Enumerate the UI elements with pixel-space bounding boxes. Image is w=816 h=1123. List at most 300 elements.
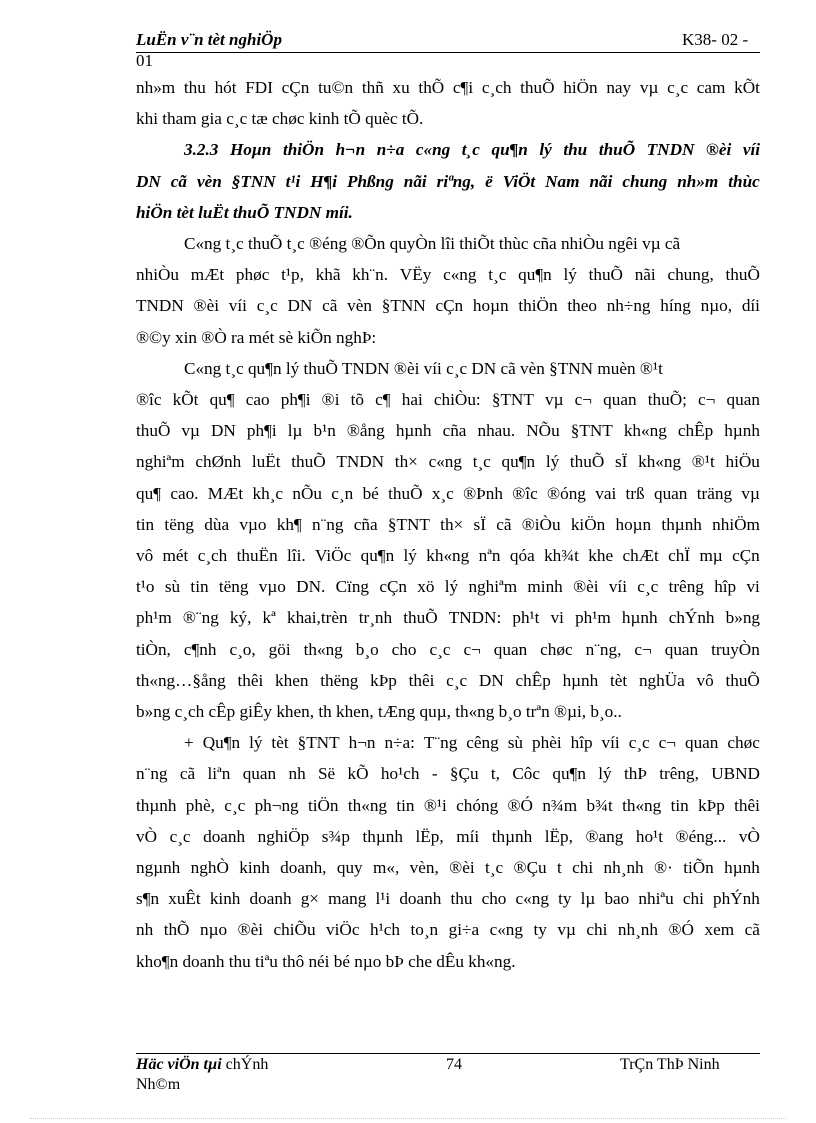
word: n¨ng, — [585, 639, 622, 659]
word: c«ng — [489, 920, 523, 940]
word: minh — [527, 577, 563, 597]
word: c¸c — [224, 795, 246, 815]
word: t¸c — [472, 452, 491, 472]
word: luËt — [251, 452, 281, 472]
word: lËp, — [544, 826, 573, 846]
word: tin — [670, 795, 689, 815]
word: tèt — [271, 733, 289, 753]
word: thu — [563, 140, 588, 160]
word: theo — [567, 296, 597, 316]
word: thiÖn — [518, 296, 558, 316]
text-line — [136, 665, 760, 696]
word: sù — [164, 577, 181, 597]
word: Phßng — [347, 171, 394, 191]
text-line — [136, 540, 760, 571]
word: Cïng — [335, 577, 370, 597]
word: DN — [478, 670, 504, 690]
word: thuÕ — [725, 670, 760, 690]
word: quan — [684, 733, 719, 753]
word: c¶ — [375, 390, 391, 410]
word: tin — [136, 514, 155, 534]
word: ®óng — [547, 483, 586, 503]
word: Nam — [545, 171, 580, 191]
word: c¸c — [628, 733, 650, 753]
word: vµ — [181, 421, 200, 441]
word: hµnh — [724, 421, 760, 441]
word: cña — [442, 421, 467, 441]
word: thu — [183, 78, 206, 97]
footer-author: TrÇn ThÞ Ninh — [620, 1056, 720, 1073]
word: m«, — [373, 858, 400, 878]
word: thµnh — [136, 795, 177, 815]
word: c¸c — [637, 577, 659, 597]
word: thùc — [728, 171, 760, 191]
word: qu¶n — [518, 265, 552, 285]
text-line: hiÖn tèt luËt thuÕ TNDN míi. — [136, 202, 353, 222]
word: doanh, — [280, 858, 327, 878]
word: c¸n — [331, 483, 354, 503]
word: ®ang — [585, 826, 624, 846]
word: nh¸nh — [617, 920, 658, 940]
word: hµnh — [621, 608, 658, 628]
word: nh÷ng — [606, 296, 651, 316]
word: TNDN — [336, 452, 385, 472]
word: §TNT — [297, 733, 340, 753]
word: kh¶ — [276, 514, 302, 534]
word: ®èi — [237, 920, 264, 940]
word: cña — [353, 514, 378, 534]
word: nh — [288, 764, 306, 784]
word: ho¹t — [635, 826, 663, 846]
word: NÕu — [526, 421, 560, 441]
word: tiÖn — [307, 795, 339, 815]
word: sÏ — [473, 514, 486, 534]
word: viÖc — [326, 920, 360, 940]
word: c¬ — [463, 639, 481, 659]
word: ®· — [654, 858, 673, 878]
text-line — [136, 446, 760, 477]
text-line: khi tham gia c¸c tæ chøc kinh tÕ quèc tÕ. — [136, 109, 424, 129]
word: nghiªm — [468, 577, 518, 597]
text-line — [136, 290, 760, 321]
header-code-continued: 01 — [136, 51, 153, 70]
word: doanh — [249, 889, 292, 909]
word: th«ng — [347, 795, 388, 815]
word: ®ång — [346, 421, 385, 441]
word: phèi — [532, 733, 562, 753]
word: vi — [746, 577, 760, 597]
word: ViÖc — [315, 546, 352, 566]
word: nh»m — [136, 78, 176, 97]
word: hµnh — [562, 670, 599, 690]
text-line — [136, 821, 760, 852]
word: kh«ng — [426, 546, 470, 566]
word: qu¶n — [552, 764, 586, 784]
word: tin — [396, 795, 415, 815]
word: cã — [170, 171, 188, 191]
word: kÕt — [172, 390, 199, 410]
word: kª — [262, 608, 276, 628]
text-line — [136, 509, 760, 540]
word: ph¹m — [136, 608, 172, 628]
word: VËy — [399, 265, 432, 285]
footer-rule — [136, 1053, 760, 1054]
word: tiÒn, — [136, 639, 171, 659]
word: t¸c — [485, 858, 504, 878]
text-line — [136, 72, 760, 103]
word: quan — [664, 639, 699, 659]
word: hiÖn — [563, 78, 598, 97]
word: cÇn — [732, 546, 760, 566]
word: khe — [588, 546, 614, 566]
word: hµnh — [395, 421, 432, 441]
word: lý — [545, 452, 560, 472]
word: quan — [726, 390, 760, 410]
word: cã — [179, 764, 196, 784]
word: ®Çu — [513, 858, 547, 878]
word: §TNN — [231, 171, 276, 191]
word: lý — [539, 140, 552, 160]
word: nãi — [634, 265, 656, 285]
word: c¸ch — [481, 78, 512, 97]
word: TNDN: — [448, 608, 502, 628]
word: cho — [391, 639, 417, 659]
word: kinh — [239, 858, 270, 878]
word: chung, — [667, 265, 714, 285]
word: ®éng... — [675, 826, 727, 846]
word: t¸c — [461, 140, 480, 160]
footer-institution — [136, 1056, 268, 1074]
word: qu¶ — [136, 483, 161, 503]
word: §TNT — [570, 421, 613, 441]
word: nay — [606, 78, 632, 97]
word: quan — [653, 483, 688, 503]
page-number: 74 — [446, 1056, 462, 1073]
word: l¹i — [375, 889, 391, 909]
word: c¸c — [667, 78, 689, 97]
word: xem — [704, 920, 735, 940]
word: phÝnh — [713, 889, 760, 909]
word: thuÕ — [725, 265, 760, 285]
word: tu©n — [318, 78, 354, 97]
word: chÝnh — [668, 608, 715, 628]
word: chÆt — [622, 546, 659, 566]
word: quan — [603, 390, 637, 410]
word: cho — [481, 889, 507, 909]
word: ho¹ch — [380, 764, 420, 784]
word: chøc — [540, 639, 573, 659]
word: n¨ng — [311, 514, 344, 534]
word: DN. — [296, 577, 326, 597]
word: phè, — [185, 795, 215, 815]
word: lµ — [580, 889, 596, 909]
word: s¾p — [321, 826, 350, 846]
word: nãi — [589, 171, 613, 191]
word: doanh — [203, 826, 246, 846]
word: chi — [572, 858, 594, 878]
word: truyÒn — [711, 639, 760, 659]
word: thuÕ — [598, 140, 636, 160]
text-line — [136, 790, 760, 821]
word: nhiÒu — [136, 265, 179, 285]
word: thu — [450, 889, 473, 909]
word: vi — [550, 608, 564, 628]
word: nh»m — [677, 171, 719, 191]
word: xö — [417, 577, 435, 597]
word: mang — [328, 889, 367, 909]
word: cêng — [466, 733, 499, 753]
word: b¹n — [313, 421, 336, 441]
word: sù — [507, 733, 524, 753]
word: trêng, — [659, 764, 699, 784]
text-line — [136, 602, 760, 633]
word: thuËn — [236, 546, 278, 566]
word: lý — [444, 577, 459, 597]
word: ph¹m — [575, 608, 611, 628]
word: vµ — [545, 390, 564, 410]
word: b»ng — [725, 608, 760, 628]
word: hoµn — [472, 296, 509, 316]
word: DN — [287, 296, 313, 316]
word: chÏ — [668, 546, 691, 566]
word: c¸c — [446, 670, 468, 690]
word: s¶n — [136, 889, 160, 909]
word: vµ — [639, 78, 659, 97]
word: Hoµn — [229, 140, 272, 160]
word: cao — [245, 390, 270, 410]
word: §Çu — [449, 764, 479, 784]
word: Qu¶n — [202, 733, 241, 753]
word: nµo — [199, 920, 228, 940]
word: gi÷a — [448, 920, 480, 940]
word: thuÕ — [520, 78, 555, 97]
word: hîp — [714, 577, 737, 597]
word: khen — [275, 670, 309, 690]
word: chØnh — [195, 452, 242, 472]
word: c¬ — [658, 733, 676, 753]
word: ®èi — [706, 140, 732, 160]
text-line — [136, 166, 760, 197]
word: c«ng — [415, 140, 451, 160]
word: tëng — [164, 514, 195, 534]
word: c«ng — [428, 452, 462, 472]
word: cam — [696, 78, 726, 97]
word: lý — [249, 733, 263, 753]
word: TNDN — [646, 140, 695, 160]
word: ®¹t — [691, 452, 715, 472]
word: c¸c — [429, 639, 451, 659]
word: c«ng — [443, 265, 477, 285]
word: ty — [558, 889, 572, 909]
word: c¶i — [452, 78, 474, 97]
word: bao — [604, 889, 630, 909]
word: ®îc — [136, 390, 162, 410]
word: nghÜa — [638, 670, 685, 690]
word: khai,trèn — [286, 608, 348, 628]
header-title: LuËn v¨n tèt nghiÖp — [136, 30, 282, 49]
word: ®iÒu — [521, 514, 561, 534]
word: cã — [744, 920, 760, 940]
text-line — [136, 478, 760, 509]
word: träng — [696, 483, 733, 503]
word: thµnh — [362, 826, 403, 846]
text-line — [136, 758, 760, 789]
word: xuÊt — [168, 889, 201, 909]
word: c¬ — [574, 390, 592, 410]
word: t — [557, 858, 562, 878]
word: qóa — [509, 546, 535, 566]
text-line — [136, 134, 760, 165]
word: vµo — [258, 577, 286, 597]
word: §TNN — [381, 296, 426, 316]
word: chung — [622, 171, 668, 191]
word: cÇn — [281, 78, 310, 97]
word: kÞp — [698, 795, 725, 815]
word: c¶nh — [183, 639, 217, 659]
word: ë — [485, 171, 493, 191]
text-line — [136, 571, 760, 602]
word: §TNT — [491, 390, 534, 410]
word: c«ng — [515, 889, 549, 909]
body-text — [136, 72, 760, 977]
word: chøc — [727, 733, 760, 753]
word: ®¹i — [423, 795, 447, 815]
word: göi — [268, 639, 291, 659]
word: kÕt — [734, 78, 760, 97]
text-line — [136, 727, 760, 758]
word: n¨ng — [136, 764, 168, 784]
word: mét — [162, 546, 189, 566]
word: nghiªm — [136, 452, 185, 472]
word: th× — [394, 452, 418, 472]
word: b¸o — [355, 639, 379, 659]
word: h¬n — [348, 733, 376, 753]
word: hoµn — [615, 514, 652, 534]
word: cao. — [170, 483, 199, 503]
word: DN — [211, 421, 236, 441]
word: b¾t — [586, 795, 613, 815]
text-line: b»ng c¸ch cÊp giÊy khen, th khen, tÆng quµ, th«ng b¸o trªn ®µi, b¸o.. — [136, 702, 622, 722]
word: hót — [214, 78, 237, 97]
word: ph¶i — [280, 390, 311, 410]
word: th× — [440, 514, 464, 534]
word: nãi — [403, 171, 427, 191]
word: vèn — [196, 171, 222, 191]
word: ph¬ng — [254, 795, 299, 815]
word: ®Ó — [507, 795, 533, 815]
word: trêng — [668, 577, 704, 597]
word: chiÒu: — [433, 390, 481, 410]
word: lý — [403, 546, 417, 566]
word: ®èi — [193, 296, 219, 316]
word: xu — [392, 78, 410, 97]
word: thÕ — [418, 78, 445, 97]
text-line — [136, 259, 760, 290]
word: hîp — [570, 733, 593, 753]
word: ViÖt — [502, 171, 536, 191]
word: thuÕ — [291, 452, 326, 472]
word: nªn — [478, 546, 501, 566]
word: qu¶n — [360, 546, 395, 566]
word: Côc — [512, 764, 540, 784]
word: vµ — [557, 920, 576, 940]
word: TNDN — [136, 296, 184, 316]
word: thuÕ — [403, 608, 438, 628]
word: lîi. — [287, 546, 306, 566]
word: thêi — [237, 670, 264, 690]
text-line — [136, 852, 760, 883]
word: tëng — [218, 577, 249, 597]
text-line — [136, 914, 760, 945]
word: nÕu — [292, 483, 322, 503]
word: quan — [242, 764, 277, 784]
word: ph¶i — [246, 421, 277, 441]
word: kh¾t — [544, 546, 579, 566]
word: sÏ — [614, 452, 628, 472]
word: ký, — [229, 608, 252, 628]
word: trß — [625, 483, 645, 503]
word: bé — [362, 483, 379, 503]
word: kiÖn — [570, 514, 606, 534]
word: ty — [533, 920, 547, 940]
word: ®Þnh — [463, 483, 503, 503]
word: cã — [322, 296, 338, 316]
word: lËp, — [415, 826, 444, 846]
footer-institution-bold: Häc viÖn tµi — [136, 1056, 222, 1073]
word: thuÕ — [136, 421, 171, 441]
word: vô — [136, 546, 154, 566]
word: thÞ — [623, 764, 647, 784]
word: chóng — [456, 795, 499, 815]
word: kh«ng — [638, 452, 682, 472]
word: cÇn — [435, 296, 464, 316]
word: víi — [742, 140, 760, 160]
word: nh¸nh — [603, 858, 644, 878]
word: n÷a: — [384, 733, 415, 753]
word: vô — [696, 670, 714, 690]
word: t, — [490, 764, 500, 784]
word: x¸c — [431, 483, 454, 503]
word: hai — [401, 390, 423, 410]
word: víi — [601, 733, 620, 753]
word: kh¸c — [252, 483, 284, 503]
header-rule — [136, 52, 760, 53]
word: lý — [598, 764, 612, 784]
word: cÇn — [379, 577, 407, 597]
text-line — [136, 634, 760, 665]
text-line — [136, 415, 760, 446]
word: c¸c — [169, 826, 191, 846]
word: th«ng — [303, 639, 343, 659]
word: thuÕ — [588, 265, 623, 285]
word: thuÕ — [388, 483, 423, 503]
word: nhau. — [477, 421, 516, 441]
word: t¹o — [136, 577, 155, 597]
word: quy — [336, 858, 363, 878]
word: nh — [136, 920, 154, 940]
word: ®îc — [512, 483, 538, 503]
word: mµ — [699, 546, 723, 566]
word: nghÒ — [190, 858, 229, 878]
word: híng — [660, 296, 691, 316]
word: thuÕ; — [647, 390, 687, 410]
word: hµnh — [724, 858, 760, 878]
word: ngµnh — [136, 858, 181, 878]
word: chi — [586, 920, 608, 940]
word: qu¶n — [491, 140, 528, 160]
word: h¬n — [335, 140, 366, 160]
word: to¸n — [410, 920, 439, 940]
